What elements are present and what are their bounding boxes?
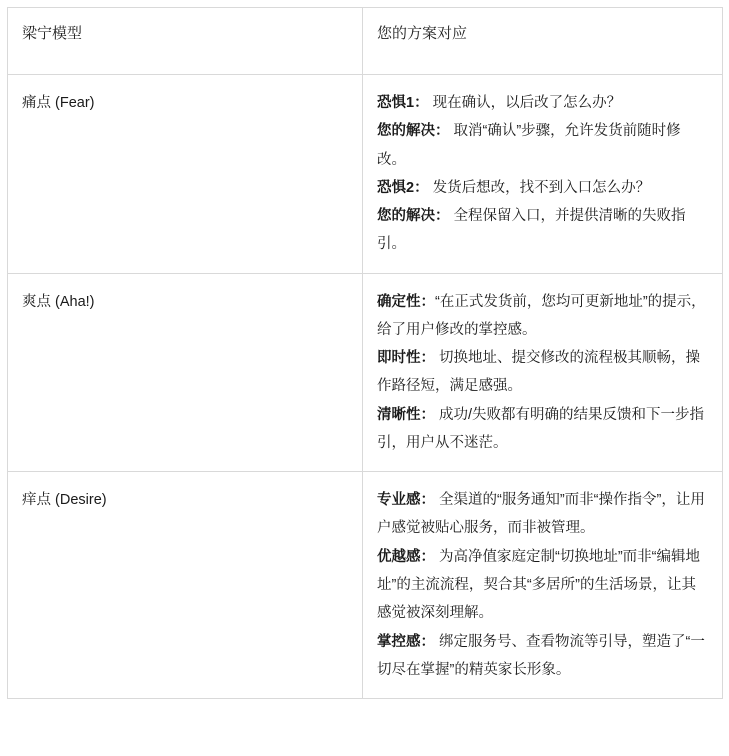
paragraph-lead: 确定性： (377, 293, 435, 310)
paragraph (377, 288, 709, 345)
table-row (8, 472, 723, 699)
table-row (8, 273, 723, 472)
row-label-pain: 痛点 (Fear) (8, 75, 363, 274)
paragraph-text: 现在确认，以后改了怎么办？ (428, 95, 622, 111)
row-content-desire (363, 472, 723, 699)
paragraph-lead: 专业感： (377, 492, 435, 509)
row-content-aha (363, 273, 723, 472)
paragraph-text: 为高净值家庭定制“切换地址”而非“编辑地址”的主流流程，契合其“多居所”的生活场景，让其感觉被深刻理解。 (377, 548, 701, 622)
table-header (8, 8, 723, 75)
paragraph-text: 取消“确认”步骤，允许发货前随时修改。 (377, 123, 681, 168)
paragraph-text: 成功/失败都有明确的结果反馈和下一步指引，用户从不迷茫。 (377, 406, 705, 451)
paragraph-lead: 恐惧1： (377, 95, 429, 111)
paragraph-lead: 您的解决： (377, 123, 450, 140)
table-row (8, 75, 723, 274)
paragraph (377, 486, 709, 543)
row-label-aha: 爽点 (Aha!) (8, 273, 363, 472)
paragraph-lead: 优越感： (377, 548, 435, 565)
paragraph (377, 202, 709, 259)
paragraph-text: 发货后想改，找不到入口怎么办？ (428, 179, 651, 196)
paragraph-lead: 掌控感： (377, 633, 435, 650)
column-header-model: 梁宁模型 (8, 8, 363, 75)
paragraph-text: 绑定服务号、查看物流等引导，塑造了“一切尽在掌握”的精英家长形象。 (377, 633, 705, 678)
table-header-row (8, 8, 723, 75)
comparison-table (7, 7, 723, 699)
paragraph (377, 174, 709, 202)
paragraph (377, 628, 709, 685)
paragraph-text: 全程保留入口，并提供清晰的失败指引。 (377, 208, 686, 253)
paragraph-text: “在正式发货前，您均可更新地址”的提示，给了用户修改的掌控感。 (377, 293, 706, 338)
paragraph-lead: 恐惧2： (377, 179, 429, 196)
column-header-solution: 您的方案对应 (363, 8, 723, 75)
paragraph (377, 401, 709, 458)
table-body (8, 75, 723, 699)
paragraph-text: 全渠道的“服务通知”而非“操作指令”，让用户感觉被贴心服务，而非被管理。 (377, 492, 705, 537)
paragraph (377, 89, 709, 117)
paragraph (377, 117, 709, 174)
paragraph (377, 543, 709, 628)
row-content-pain (363, 75, 723, 274)
paragraph-text: 切换地址、提交修改的流程极其顺畅，操作路径短，满足感强。 (377, 350, 701, 395)
paragraph-lead: 即时性： (377, 350, 435, 367)
paragraph-lead: 您的解决： (377, 208, 450, 225)
paragraph-lead: 清晰性： (377, 406, 435, 423)
paragraph (377, 344, 709, 401)
row-label-desire: 痒点 (Desire) (8, 472, 363, 699)
